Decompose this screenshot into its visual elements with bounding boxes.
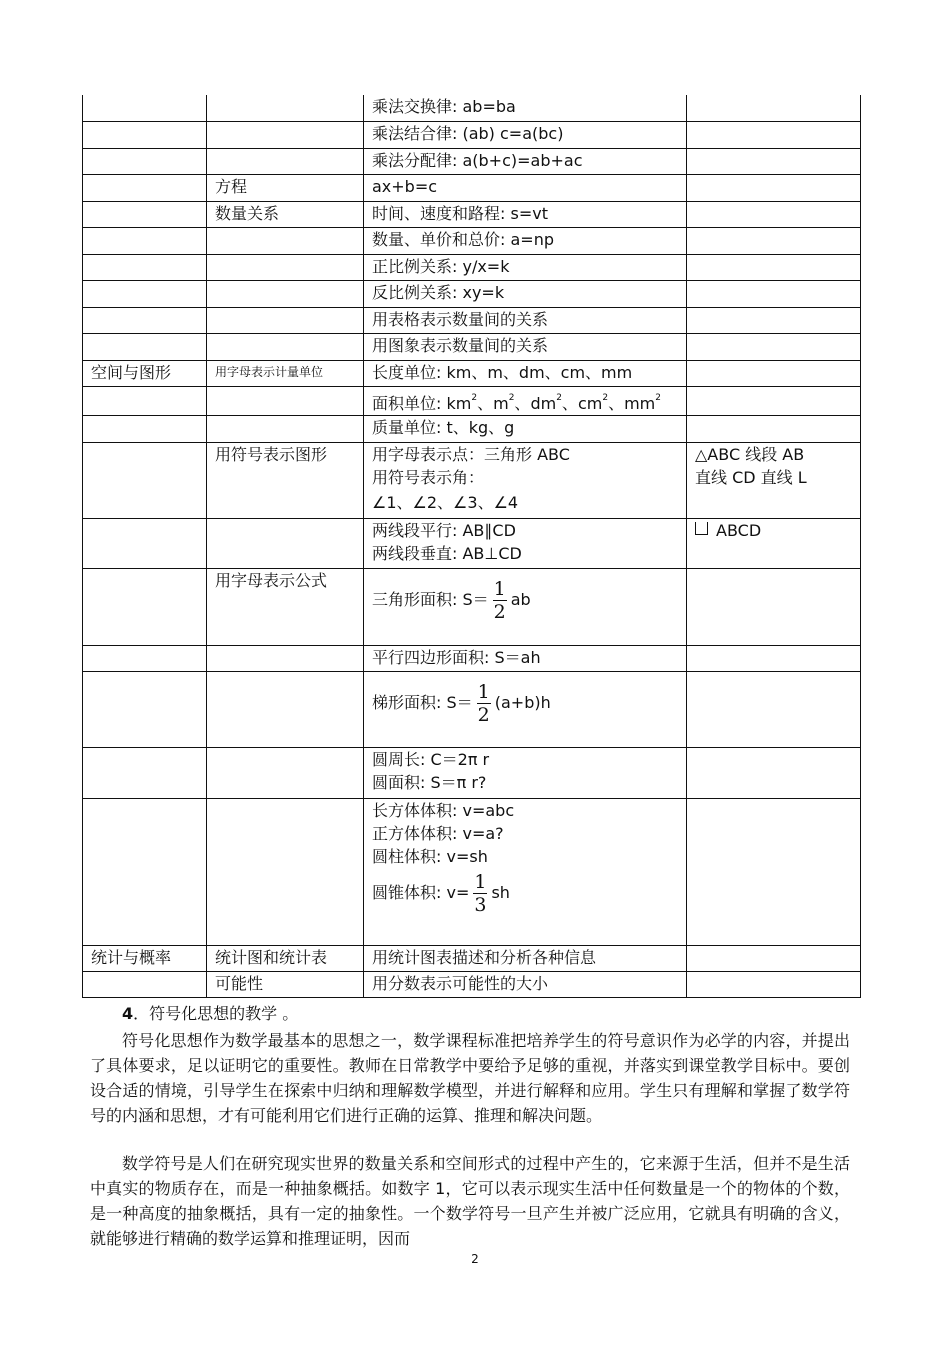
table-row xyxy=(83,228,861,255)
category-cell xyxy=(83,122,207,149)
area-unit: mm xyxy=(624,394,656,413)
area-unit: m xyxy=(493,394,509,413)
content-cell xyxy=(364,518,687,568)
content-line: ∠1、∠2、∠3、∠4 xyxy=(372,492,519,512)
section-number: 4 xyxy=(122,1004,134,1023)
content-line: 正方体体积: v=a? xyxy=(372,824,504,843)
topic-cell xyxy=(207,122,364,149)
category-cell xyxy=(83,95,207,122)
area-units-cell: 面积单位: $km^2$、$m^2$、$dm^2$、$cm^2$、$mm^2$ xyxy=(364,387,687,416)
topic-cell: 数量关系 xyxy=(207,201,364,228)
example-cell xyxy=(687,334,861,361)
example-text: ABCD xyxy=(716,520,762,540)
topic-cell xyxy=(207,307,364,334)
topic-cell: 用符号表示图形 xyxy=(207,442,364,518)
area-units-prefix: 面积单位: xyxy=(372,394,447,413)
example-cell xyxy=(687,95,861,122)
formula-suffix: (a+b)h xyxy=(494,693,551,712)
table-row xyxy=(83,307,861,334)
table-row-trapezoid-area xyxy=(83,672,861,748)
example-cell xyxy=(687,281,861,308)
table-row-mass xyxy=(83,416,861,443)
table-row-triangle-area xyxy=(83,568,861,645)
table-row-lines xyxy=(83,518,861,568)
category-cell xyxy=(83,254,207,281)
formula-suffix: sh xyxy=(491,883,510,902)
formula-suffix: ab xyxy=(510,589,531,609)
topic-cell: 用字母表示公式 xyxy=(207,568,364,645)
content-line: 圆柱体积: v=sh xyxy=(372,847,488,866)
mass-units-cell: 质量单位: t、kg、g xyxy=(364,416,687,443)
fraction xyxy=(493,579,507,622)
content-cell: 乘法交换律: ab=ba xyxy=(364,95,687,122)
paragraph-1: 符号化思想作为数学最基本的思想之一，数学课程标准把培养学生的符号意识作为必学的内容，并提出了具体要求，足以证明它的重要性。教师在日常教学中要给予足够的重视，并落实到课堂教学目标中。要创设合适的情境，引导学生在探索中归纳和理解数学模型，并进行解释和应用。学生只有理解和掌握了数学符号的内涵和思想，才有可能利用它们进行正确的运算、推理和解决问题。 xyxy=(90,1031,850,1125)
table-row xyxy=(83,95,861,122)
example-cell xyxy=(687,122,861,149)
content-line: 长方体体积: v=abc xyxy=(372,801,515,820)
category-cell xyxy=(83,148,207,175)
table-row-circle xyxy=(83,748,861,799)
content-cell: 乘法结合律: (ab) c=a(bc) xyxy=(364,122,687,149)
category-cell xyxy=(83,972,207,998)
section-title: ．符号化思想的教学 。 xyxy=(133,1004,299,1023)
fraction-denominator: 2 xyxy=(493,600,506,623)
table-row-stats xyxy=(83,972,861,998)
fraction-numerator: 1 xyxy=(477,681,490,703)
symbol-table xyxy=(82,95,861,998)
fraction-numerator: 1 xyxy=(493,577,506,600)
topic-cell xyxy=(207,95,364,122)
superscript: 2 xyxy=(556,393,562,403)
area-unit: km xyxy=(446,394,472,413)
fraction-denominator: 2 xyxy=(477,704,490,726)
parallelogram-icon xyxy=(695,522,708,535)
content-line: 两线段平行: AB∥CD xyxy=(372,520,516,540)
table-row xyxy=(83,175,861,202)
category-cell: 统计与概率 xyxy=(83,946,207,972)
table-row-stats xyxy=(83,946,861,972)
table-row xyxy=(83,281,861,308)
area-unit: cm xyxy=(577,394,603,413)
table-row-area-units xyxy=(83,387,861,416)
category-cell xyxy=(83,228,207,255)
example-line: △ABC 线段 AB xyxy=(695,444,805,464)
example-cell xyxy=(687,442,861,518)
example-cell xyxy=(687,148,861,175)
content-line: 圆周长: C＝2π r xyxy=(372,750,490,769)
table-row xyxy=(83,334,861,361)
formula-prefix: 梯形面积: S＝ xyxy=(372,693,473,712)
cone-volume-line xyxy=(372,872,678,915)
category-cell xyxy=(83,334,207,361)
example-cell xyxy=(687,201,861,228)
content-cell: 乘法分配律: a(b+c)=ab+ac xyxy=(364,148,687,175)
content-cell xyxy=(364,568,687,645)
content-cell: 时间、速度和路程: s=vt xyxy=(364,201,687,228)
topic-cell xyxy=(207,334,364,361)
formula-prefix: 圆锥体积: v= xyxy=(372,883,470,902)
topic-cell xyxy=(207,254,364,281)
category-cell xyxy=(83,281,207,308)
superscript: 2 xyxy=(655,393,661,403)
fraction xyxy=(477,682,491,725)
content-cell xyxy=(364,442,687,518)
table-row xyxy=(83,360,861,387)
example-cell xyxy=(687,518,861,568)
content-cell: 用图象表示数量间的关系 xyxy=(364,334,687,361)
category-cell xyxy=(83,201,207,228)
content-cell xyxy=(364,672,687,748)
table-row-parallelogram-area xyxy=(83,645,861,672)
content-cell: 长度单位: km、m、dm、cm、mm xyxy=(364,360,687,387)
content-cell: 反比例关系: xy=k xyxy=(364,281,687,308)
category-cell: 空间与图形 xyxy=(83,360,207,387)
superscript: 2 xyxy=(471,393,478,403)
table-row xyxy=(83,122,861,149)
paragraph-2: 数学符号是人们在研究现实世界的数量关系和空间形式的过程中产生的，它来源于生活，但并不是生活中真实的物质存在，而是一种抽象概括。如数字 1，它可以表示现实生活中任何数量是一个的物体的个数，是一种高度的抽象概括，具有一定的抽象性。一个数学符号一旦产生并被广泛应用，它就具有明确的含义，就能够进行精确的数学运算和推理证明，因而 xyxy=(90,1154,850,1248)
content-cell: 用表格表示数量间的关系 xyxy=(364,307,687,334)
fraction-denominator: 3 xyxy=(474,894,487,916)
table-row xyxy=(83,201,861,228)
content-cell: 正比例关系: y/x=k xyxy=(364,254,687,281)
category-cell xyxy=(83,307,207,334)
content-cell: 用分数表示可能性的大小 xyxy=(364,972,687,998)
example-cell xyxy=(687,228,861,255)
content-cell: 数量、单价和总价: a=np xyxy=(364,228,687,255)
example-cell xyxy=(687,175,861,202)
superscript: 2 xyxy=(508,393,515,403)
content-cell: 用统计图表描述和分析各种信息 xyxy=(364,946,687,972)
table-row-volumes xyxy=(83,799,861,946)
topic-cell: 可能性 xyxy=(207,972,364,998)
content-line: 用符号表示角： xyxy=(372,467,485,487)
topic-cell xyxy=(207,148,364,175)
table-row xyxy=(83,254,861,281)
area-unit: dm xyxy=(530,394,557,413)
content-cell: ax+b=c xyxy=(364,175,687,202)
content-line: 两线段垂直: AB⊥CD xyxy=(372,543,522,563)
content-cell xyxy=(364,748,687,799)
topic-cell: 用字母表示计量单位 xyxy=(207,360,364,387)
table-row xyxy=(83,148,861,175)
superscript: 2 xyxy=(602,393,609,403)
example-cell xyxy=(687,360,861,387)
content-line: 圆面积: S＝π r? xyxy=(372,773,487,792)
table-row-shapes xyxy=(83,442,861,518)
example-line: 直线 CD 直线 L xyxy=(695,467,807,487)
topic-cell: 统计图和统计表 xyxy=(207,946,364,972)
topic-cell: 方程 xyxy=(207,175,364,202)
content-cell xyxy=(364,799,687,946)
fraction xyxy=(473,872,487,915)
category-cell xyxy=(83,175,207,202)
example-cell xyxy=(687,307,861,334)
content-line: 用字母表示点：三角形 ABC xyxy=(372,444,570,464)
topic-cell xyxy=(207,281,364,308)
topic-cell xyxy=(207,228,364,255)
section-heading xyxy=(122,1003,298,1025)
fraction-numerator: 1 xyxy=(474,871,487,893)
example-cell xyxy=(687,254,861,281)
formula-prefix: 三角形面积: S＝ xyxy=(372,589,489,609)
page-number: 2 xyxy=(471,1252,479,1266)
content-cell: 平行四边形面积: S＝ah xyxy=(364,645,687,672)
